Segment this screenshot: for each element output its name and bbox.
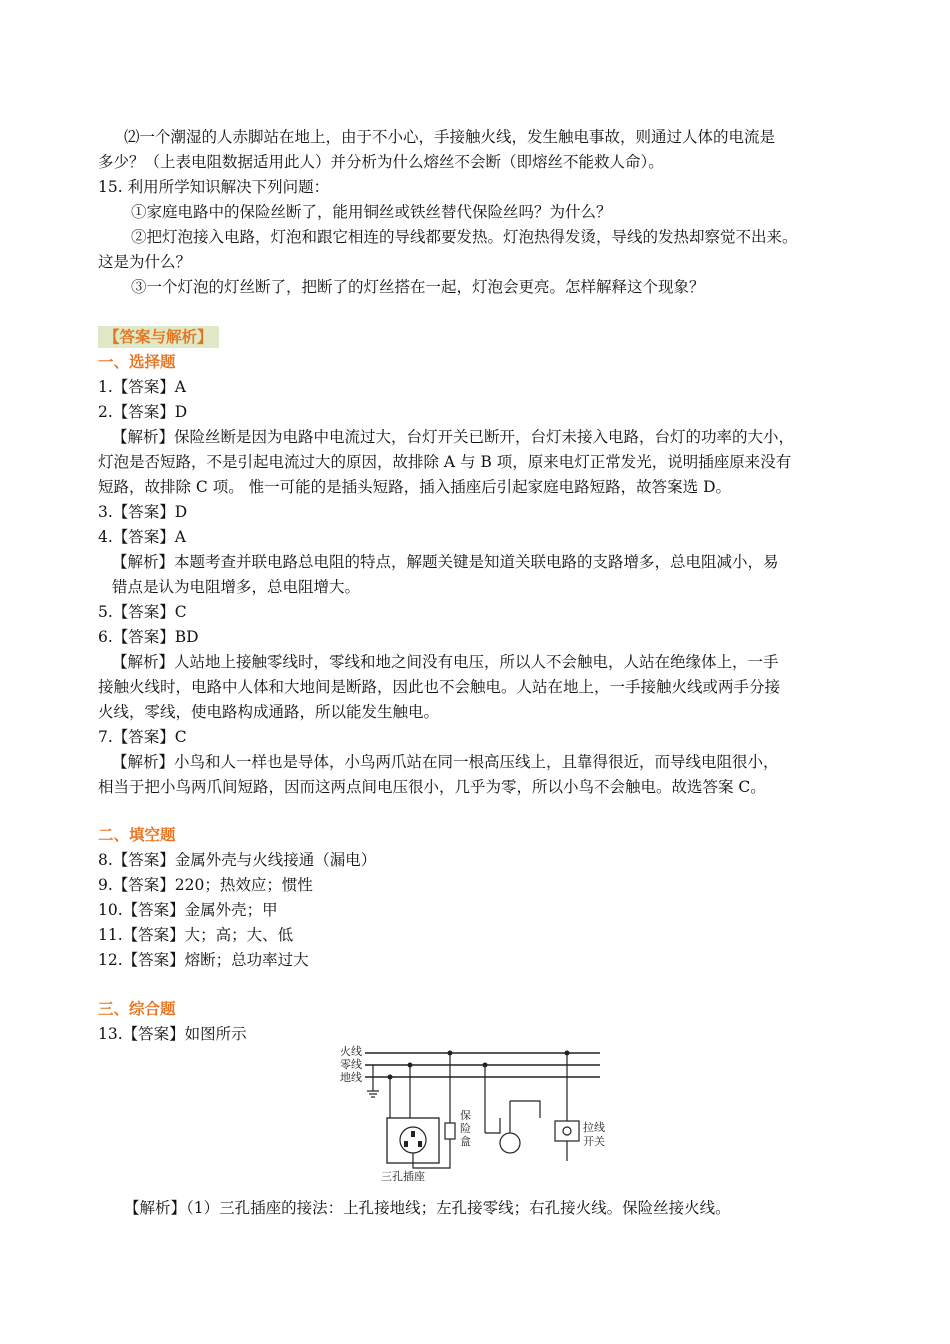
- switch-knob: [563, 1127, 571, 1135]
- answer-2-explanation-line2: 灯泡是否短路，不是引起电流过大的原因，故排除 A 与 B 项，原来电灯正常发光，说明插座原来没有: [98, 453, 792, 471]
- section-heading-fill: 二、填空题: [98, 826, 176, 844]
- answer-7-explanation-line2: 相当于把小鸟两爪间短路，因而这两点间电压很小，几乎为零，所以小鸟不会触电。故选答案 C。: [98, 778, 766, 796]
- lamp-to-switch: [510, 1101, 540, 1118]
- section-heading-comprehensive: 三、综合题: [98, 1000, 176, 1018]
- label-neutral: 零线: [340, 1058, 362, 1071]
- answer-13-explanation: 【解析】（1）三孔插座的接法：上孔接地线；左孔接零线；右孔接火线。保险丝接火线。: [124, 1199, 731, 1217]
- answer-6-explanation-line2: 接触火线时，电路中人体和大地间是断路，因此也不会触电。人站在地上，一手接触火线或两手分接: [98, 678, 781, 696]
- answer-4: 4.【答案】A: [98, 528, 186, 546]
- socket-face: [400, 1127, 426, 1153]
- answer-10: 10.【答案】金属外壳；甲: [98, 901, 278, 919]
- q15-item-2-line2: 这是为什么？: [98, 253, 192, 271]
- answer-9: 9.【答案】220；热效应；惯性: [98, 876, 313, 894]
- answer-6-explanation-line3: 火线，零线，使电路构成通路，所以能发生触电。: [98, 703, 440, 721]
- answer-4-explanation-line2: 错点是认为电阻增多，总电阻增大。: [112, 578, 361, 596]
- label-ground: 地线: [340, 1071, 362, 1084]
- q15-item-1: ①家庭电路中的保险丝断了，能用铜丝或铁丝替代保险丝吗？为什么？: [131, 203, 612, 221]
- junction-ground: [388, 1075, 393, 1080]
- q15-title: 15. 利用所学知识解决下列问题：: [98, 178, 330, 196]
- answer-7-explanation-line1: 【解析】小鸟和人一样也是导体，小鸟两爪站在同一根高压线上，且靠得很近，而导线电阻很小，: [112, 753, 779, 771]
- junction-neutral-socket: [408, 1063, 413, 1068]
- label-fuse-2: 险: [460, 1122, 471, 1135]
- junction-fire-fuse: [448, 1051, 453, 1056]
- socket-top-hole: [411, 1131, 415, 1137]
- answer-7: 7.【答案】C: [98, 728, 187, 746]
- answer-2-explanation-line1: 【解析】保险丝断是因为电路中电流过大，台灯开关已断开，台灯未接入电路，台灯的功率的大小，: [112, 428, 795, 446]
- answer-13: 13.【答案】如图所示: [98, 1025, 247, 1043]
- q14-part2-line1: ⑵一个潮湿的人赤脚站在地上，由于不小心，手接触火线，发生触电事故，则通过人体的电流是: [124, 128, 776, 146]
- fuse-box: [445, 1123, 455, 1139]
- lamp-bulb: [500, 1133, 520, 1153]
- q14-part2-line2: 多少？（上表电阻数据适用此人）并分析为什么熔丝不会断（即熔丝不能救人命）。: [98, 153, 664, 171]
- junction-fire-switch: [565, 1051, 570, 1056]
- section-heading-choice: 一、选择题: [98, 353, 176, 371]
- answer-6-explanation-line1: 【解析】人站地上接触零线时，零线和地之间没有电压，所以人不会触电，人站在绝缘体上，一手: [112, 653, 779, 671]
- label-fuse-3: 盒: [460, 1135, 471, 1148]
- circuit-diagram: [335, 1043, 610, 1183]
- answer-3: 3.【答案】D: [98, 503, 188, 521]
- junction-neutral-lamp: [483, 1063, 488, 1068]
- q15-item-2-line1: ②把灯泡接入电路，灯泡和跟它相连的导线都要发热。灯泡热得发烫，导线的发热却察觉不出来。: [131, 228, 798, 246]
- label-fuse-1: 保: [460, 1109, 471, 1122]
- label-socket: 三孔插座: [381, 1170, 425, 1183]
- q15-item-3: ③一个灯泡的灯丝断了，把断了的灯丝搭在一起，灯泡会更亮。怎样解释这个现象？: [131, 278, 705, 296]
- label-switch-1: 拉线: [583, 1121, 605, 1134]
- label-switch-2: 开关: [583, 1135, 605, 1148]
- answers-title-box: 【答案与解析】: [98, 326, 219, 348]
- answer-11: 11.【答案】大；高；大、低: [98, 926, 294, 944]
- lamp-wire: [485, 1118, 500, 1133]
- answer-2-explanation-line3: 短路，故排除 C 项。 惟一可能的是插头短路，插入插座后引起家庭电路短路，故答案选 D。: [98, 478, 731, 496]
- answer-5: 5.【答案】C: [98, 603, 187, 621]
- answer-6: 6.【答案】BD: [98, 628, 199, 646]
- label-fire: 火线: [340, 1045, 362, 1058]
- switch-box: [555, 1121, 579, 1141]
- answer-12: 12.【答案】熔断；总功率过大: [98, 951, 309, 969]
- answer-4-explanation-line1: 【解析】本题考查并联电路总电阻的特点，解题关键是知道关联电路的支路增多，总电阻减小，易: [112, 553, 779, 571]
- socket-right-hole: [418, 1141, 422, 1147]
- answer-1: 1.【答案】A: [98, 378, 186, 396]
- answer-2: 2.【答案】D: [98, 403, 188, 421]
- socket-left-hole: [404, 1141, 408, 1147]
- answer-8: 8.【答案】金属外壳与火线接通（漏电）: [98, 851, 377, 869]
